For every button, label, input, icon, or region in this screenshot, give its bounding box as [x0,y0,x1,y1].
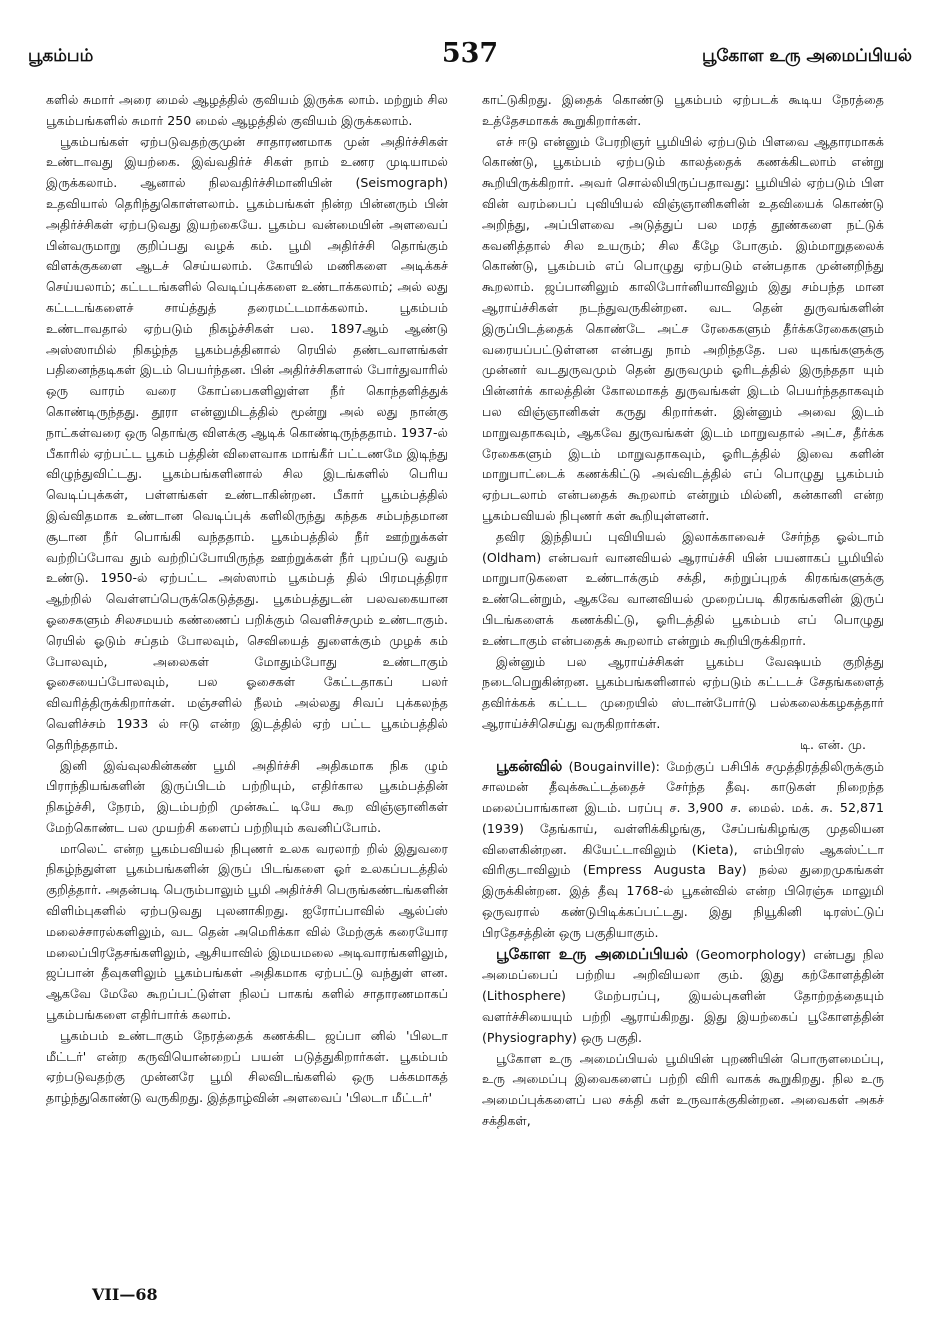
running-head-right: பூகோள உரு அமைப்பியல் [701,46,912,66]
paragraph: இன்னும் பல ஆராய்ச்சிகள் பூகம்ப வேஷயம் குறித்து நடைபெறுகின்றன. பூகம்பங்களினால் ஏற்படும் கட்டடச் சேதங்களைத் தவிர்க்கக் கட்டட முறையில் ஸ்டான்போர்டு பல்கலைக்கழகத்தார் ஆராய்ச்சிசெய்து வருகிறார்கள். [482,653,884,731]
encyclopedia-entry-bougainville [482,756,884,944]
paragraph: பூகோள உரு அமைப்பியல் பூமியின் புறணியின் பொருளமைப்பு, உரு அமைப்பு இவைகளைப் பற்றி விரி வாகக் கூறுகிறது. நில உரு அமைப்புக்களைப் பல சக்தி கள் உருவாக்குகின்றன. அவைகள் அகச் சக்திகள், [482,1050,884,1129]
paragraph: காட்டுகிறது. இதைக் கொண்டு பூகம்பம் ஏற்படக் கூடிய நேரத்தை உத்தேசமாகக் கூறுகிறார்கள். [482,92,884,128]
paragraph: தவிர இந்தியப் புவியியல் இலாக்காவைச் சேர்ந்த ஓல்டாம் (Oldham) என்பவர் வானவியல் ஆராய்ச்சி யின் பயனாகப் பூமியில் மாறுபாடுகளை உண்டாக்கும் சக்தி, சுற்றுப்புறக் கிரகங்களுக்கு உண்டென்றும், ஆகவே வானவியல் முறைப்படி கிரகங்களின் இருப் பிடங்களைக் கணக்கிட்டு, ஓரிடத்தில் பூகம்பம் எப் பொழுது உண்டாகும் என்பதைக் கூறலாம் என்றும் கூறியிருக்கிறார். [482,528,884,648]
paragraph: களில் சுமார் அரை மைல் ஆழத்தில் குவியம் இருக்க லாம். மற்றும் சில பூகம்பங்களில் சுமார் 250 மைல் ஆழத்தில் குவியம் இருக்கலாம். [46,92,448,128]
paragraph: இனி இவ்வுலகின்கண் பூமி அதிர்ச்சி அதிகமாக நிக ழும் பிராந்தியங்களின் இருப்பிடம் பற்றியும், எதிர்கால பூகம்பத்தின் நிகழ்ச்சி, நேரம், இடம்பற்றி முன்கூட் டியே கூற விஞ்ஞானிகள் மேற்கொண்ட பல முயற்சி களைப் பற்றியும் கவனிப்போம். [46,757,448,835]
author-signature: டி. என். மு. [799,736,866,752]
right-column [482,90,884,1132]
paragraph: எச் ஈடு என்னும் பேரறிஞர் பூமியில் ஏற்படும் பிளவை ஆதாரமாகக் கொண்டு, பூகம்பம் ஏற்படும் காலத்தைக் கணக்கிடலாம் என்று கூறியிருக்கிறார். அவர் சொல்லியிருப்பதாவது: பூமியில் ஏற்படும் பிள வின் வரம்பைப் புவியியல் விஞ்ஞானிகளின் உதவியைக் கொண்டு அறிந்து, அப்பிளவை அடுத்துப் பல மரத் தூண்களை நட்டுக் கவனித்தால் சில உயரும்; சில கீழே போகும். இம்மாறுதலைக் கொண்டு, பூகம்பம் எப் பொழுது ஏற்படும் என்பதாக முன்னறிந்து கூறலாம். ஜப்பானிலும் காலிபோர்னியாவிலும் இது சம்பந்த மான ஆராய்ச்சிகள் நடந்துவருகின்றன. வட தென் துருவங்களின் இருப்பிடத்தைக் கொண்டே அட்ச ரேகைகளும் தீர்க்கரேகைகளும் வரையப்பட்டுள்ளன என்பது நாம் அறிந்ததே. பல யுகங்களுக்கு முன்னர் வடதுருவமும் தென் துருவமும் ஓரிடத்தில் இருந்ததா யும் பின்னர்க் காலத்தின் கோலமாகத் துருவங்கள் இடம் பெயர்ந்ததாகவும் பல விஞ்ஞானிகள் கருது கிறார்கள். இன்னும் அவை இடம் மாறுவதாகவும், ஆகவே துருவங்கள் இடம் மாறுவதால் அட்ச, தீர்க்க ரேகைகளும் இடம் மாறுவதாகவும், ஓரிடத்தில் இவை களின் மாறுபாட்டைக் கணக்கிட்டு அவ்விடத்தில் எப் பொழுது பூகம்பம் ஏற்படலாம் என்பதைக் கூறலாம் என்றும் மில்னி, கன்கானி என்ற பூகம்பவியல் நிபுணர் கள் கூறியுள்ளனர். [482,133,884,523]
left-column [46,90,448,1109]
paragraph: பூகம்பங்கள் ஏற்படுவதற்குமுன் சாதாரணமாக முன் அதிர்ச்சிகள் உண்டாவது இயற்கை. இவ்வதிர்ச் சிகள் நாம் உணர முடியாமல் இருக்கலாம். ஆனால் நிலவதிர்ச்சிமானியின் (Seismograph) உதவியால் தெரிந்துகொள்ளலாம். பூகம்பங்கள் நின்ற பின்னரும் பின் அதிர்ச்சிகள் ஏற்படுவது இயற்கையே. பூகம்ப வன்மையின் அளவைப் பின்வருமாறு குறிப்பது வழக் கம். பூமி அதிர்ச்சி தொங்கும் விளக்குகளை ஆடச் செய்யலாம். கோயில் மணிகளை அடிக்கச் செய்யலாம்; கட்டடங்களில் வெடிப்புக்களை உண்டாக்கலாம்; அல் லது கட்டடங்களைச் சாய்த்துத் தரைமட்டமாக்கலாம். பூகம்பம் உண்டாவதால் ஏற்படும் நிகழ்ச்சிகள் பல. 1897ஆம் ஆண்டு அஸ்ஸாமில் நிகழ்ந்த பூகம்பத்தினால் ரெயில் தண்டவாளங்கள் பதினைந்தடிகள் இடம் பெயர்ந்தன. பின் அதிர்ச்சிகளால் போர்துவாரில் ஒரு வாரம் வரை கோப்பைகளிலுள்ள நீர் கொந்தளித்துக் கொண்டிருந்தது. தூரா என்னுமிடத்தில் மூன்று அல் லது நான்கு நாட்கள்வரை ஒரு தொங்கு விளக்கு ஆடிக் கொண்டிருந்ததாம். 1937-ல் பீகாரில் ஏற்பட்ட பூகம் பத்தின் விளைவாக மாங்கீர் பட்டணமே இடிந்து விழுந்துவிட்டது. பூகம்பங்களினால் சில இடங்களில் பெரிய வெடிப்புக்கள், பள்ளங்கள் உண்டாகின்றன. பீகார் பூகம்பத்தில் இவ்விதமாக உண்டான வெடிப்புக் களிலிருந்து கந்தக சம்பந்தமான சூடான நீர் பொங்கி வந்ததாம். பூகம்பத்தில் நீர் ஊற்றுக்கள் வற்றிப்போவ தும் வற்றிப்போயிருந்த ஊற்றுக்கள் நீர் புறப்படு வதும் உண்டு. 1950-ல் ஏற்பட்ட அஸ்ஸாம் பூகம்பத் தில் பிரமபுத்திரா ஆற்றில் வெள்ளப்பெருக்கெடுத்தது. பூகம்பத்துடன் பலவகையான ஓசைகளும் சிலசமயம் கண்ணைப் பறிக்கும் வெளிச்சமும் உண்டாகும். ரெயில் ஓடும் சப்தம் போலவும், செவியைத் துளைக்கும் முழக் கம் போலவும், அலைகள் மோதும்போது உண்டாகும் ஓசையைப்போலவும், பல ஓசைகள் கேட்டதாகப் பலர் விவரித்திருக்கிறார்கள். மஞ்சளில் நீலம் அல்லது சிவப் புக்கலந்த வெளிச்சம் 1933 ல் ஈடு என்ற இடத்தில் ஏற் பட்ட பூகம்பத்தில் தெரிந்ததாம். [46,133,448,752]
entry-title: பூகன்வில் [496,756,563,775]
entry-body: (Bougainville): மேற்குப் பசிபிக் சமுத்திரத்திலிருக்கும் சாலமன் தீவுக்கூட்டத்தைச் சேர்ந்த தீவு. காடுகள் நிறைந்த மலைப்பாங்கான இடம். பரப்பு ச. 3,900 ச. மைல். மக். சு. 52,871 (1939) தேங்காய், வள்ளிக்கிழங்கு, சேப்பங்கிழங்கு முதலியன விளைகின்றன. கியேட்டாவிலும் (Kieta), எம்பிரஸ் ஆகஸ்ட்டா விரிகுடாவிலும் (Empress Augusta Bay) நல்ல துறைமுகங்கள் இருக்கின்றன. இத் தீவு 1768-ல் பூகன்வில் என்ற பிரெஞ்சு மாலுமி ஒருவரால் கண்டுபிடிக்கப்பட்டது. இது நியூகினி டிரஸ்ட்டுப் பிரதேசத்தின் ஒரு பகுதியாகும். [482,758,884,940]
entry-body: (Geomorphology) என்பது நில அமைப்பைப் பற்றிய அறிவியலா கும். இது கற்கோளத்தின் (Lithosphere) மேற்பரப்பு, இயல்புகளின் தோற்றத்தையும் வளர்ச்சியையும் பற்றி ஆராய்கிறது. இது இயற்கைப் பூகோளத்தின் (Physiography) ஒரு பகுதி. [482,946,884,1045]
entry-title: பூகோள உரு அமைப்பியல் [496,944,689,963]
running-head-left: பூகம்பம் [28,46,94,66]
page-header [28,38,912,78]
volume-page-marker: VII—68 [92,1285,158,1304]
paragraph: பூகம்பம் உண்டாகும் நேரத்தைக் கணக்கிட ஜப்பா னில் 'பிலடா மீட்டர்' என்ற கருவியொன்றைப் பயன் படுத்துகிறார்கள். பூகம்பம் ஏற்படுவதற்கு முன்னரே பூமி சிலவிடங்களில் ஒரு பக்கமாகத் தாழ்ந்துகொண்டு வருகிறது. இத்தாழ்வின் அளவைப் 'பிலடா மீட்டர்' [46,1027,448,1106]
page-number: 537 [441,38,499,69]
encyclopedia-entry-geomorphology [482,944,884,1049]
paragraph: மாலெட் என்ற பூகம்பவியல் நிபுணர் உலக வரலாற் றில் இதுவரை நிகழ்ந்துள்ள பூகம்பங்களின் இருப் பிடங்களை ஓர் உலகப்படத்தில் குறித்தார். அதன்படி பெரும்பாலும் பூமி அதிர்ச்சி பெருங்கண்டங்களின் விளிம்புகளில் ஏற்படுவது புலனாகிறது. ஐரோப்பாவில் ஆல்ப்ஸ் மலைச்சாரல்களிலும், வட தென் அமெரிக்கா வில் மேற்குக் கரையோர மலைப்பிரதேசங்களிலும், ஆசியாவில் இமயமலை அடிவாரங்களிலும், ஜப்பான் தீவுகளிலும் பூகம்பங்கள் அதிகமாக ஏற்பட்டு வந்துள் ளன. ஆகவே மேலே கூறப்பட்டுள்ள நிலப் பாகங் களில் சாதாரணமாகப் பூகம்பங்களை எதிர்பார்க் கலாம். [46,840,448,1023]
